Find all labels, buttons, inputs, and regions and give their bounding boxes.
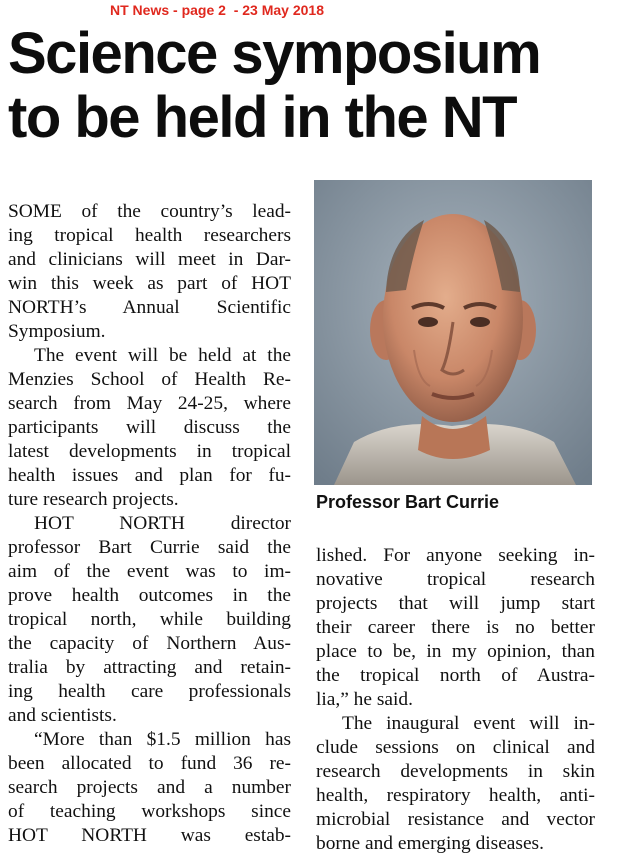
text-line: search from May 24-25, where (8, 393, 291, 414)
article-column-left (8, 200, 291, 848)
text-line: ture research projects. (8, 489, 179, 510)
text-line: aim of the event was to im- (8, 561, 291, 582)
photo-caption: Professor Bart Currie (316, 492, 500, 512)
text-line: lished. For anyone seeking in- (316, 545, 595, 566)
text-line: tralia by attracting and retain- (8, 657, 291, 678)
text-line: health issues and plan for fu- (8, 465, 291, 486)
headline-line-1: Science symposium (8, 21, 541, 86)
text-line: and scientists. (8, 705, 117, 726)
text-line: latest developments in tropical (8, 441, 291, 462)
headline-line-2: to be held in the NT (8, 85, 517, 150)
headline (8, 22, 623, 150)
text-line: ing health care professionals (8, 681, 291, 702)
text-line: professor Bart Currie said the (8, 537, 291, 558)
text-line: and clinicians will meet in Dar- (8, 249, 291, 270)
text-line: The inaugural event will in- (342, 713, 595, 734)
text-line: “More than $1.5 million has (34, 729, 291, 750)
portrait-illustration (314, 180, 592, 485)
text-line: the tropical north of Austra- (316, 665, 595, 686)
text-line: Menzies School of Health Re- (8, 369, 291, 390)
text-line: lia,” he said. (316, 689, 413, 710)
text-line: HOT NORTH was estab- (8, 825, 291, 846)
text-line: research developments in skin (316, 761, 595, 782)
text-line: borne and emerging diseases. (316, 833, 544, 854)
text-line: of teaching workshops since (8, 801, 291, 822)
text-line: clude sessions on clinical and (316, 737, 595, 758)
text-line: Symposium. (8, 321, 106, 342)
portrait-photo (314, 180, 592, 485)
text-line: their career there is no better (316, 617, 595, 638)
source-line: NT News - page 2 - 23 May 2018 (110, 2, 324, 18)
text-line: search projects and a number (8, 777, 291, 798)
text-line: health, respiratory health, anti- (316, 785, 595, 806)
text-line: place to be, in my opinion, than (316, 641, 595, 662)
text-line: the capacity of Northern Aus- (8, 633, 291, 654)
text-line: The event will be held at the (34, 345, 291, 366)
text-line: participants will discuss the (8, 417, 291, 438)
text-line: win this week as part of HOT (8, 273, 291, 294)
text-line: NORTH’s Annual Scientific (8, 297, 291, 318)
text-line: been allocated to fund 36 re- (8, 753, 291, 774)
text-line: prove health outcomes in the (8, 585, 291, 606)
text-line: SOME of the country’s lead- (8, 201, 291, 222)
text-line: tropical north, while building (8, 609, 291, 630)
text-line: projects that will jump start (316, 593, 595, 614)
text-line: microbial resistance and vector (316, 809, 595, 830)
text-line: novative tropical research (316, 569, 595, 590)
text-line: ing tropical health researchers (8, 225, 291, 246)
article-column-right (316, 544, 595, 856)
text-line: HOT NORTH director (34, 513, 291, 534)
